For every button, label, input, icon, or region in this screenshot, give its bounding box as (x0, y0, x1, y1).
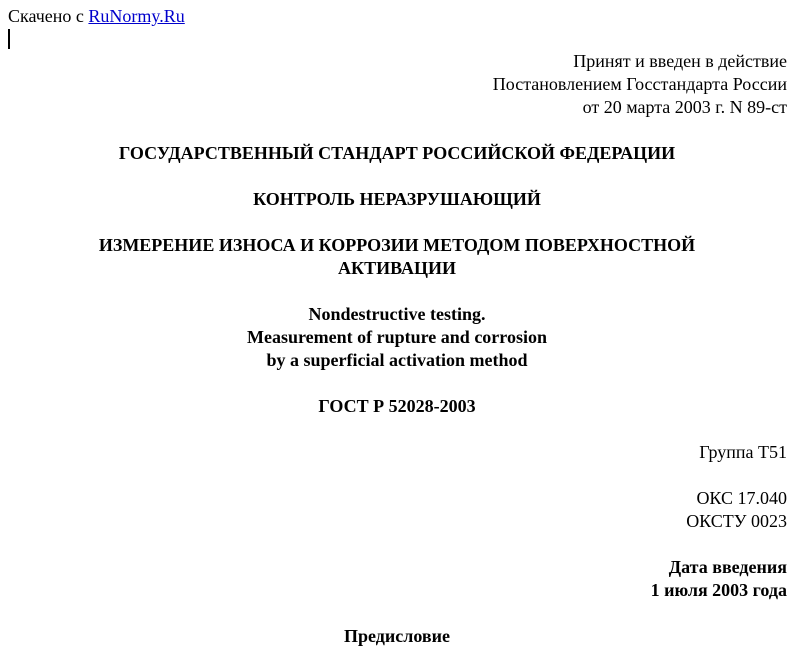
subject-heading: КОНТРОЛЬ НЕРАЗРУШАЮЩИЙ (253, 189, 541, 209)
effective-date-block (651, 556, 787, 602)
state-standard-heading: ГОСУДАРСТВЕННЫЙ СТАНДАРТ РОССИЙСКОЙ ФЕДЕРАЦИИ (118, 143, 676, 163)
group-code: Группа Т51 (699, 442, 787, 462)
text-cursor (8, 29, 10, 49)
approval-block (493, 50, 787, 119)
gost-number: ГОСТ Р 52028-2003 (318, 396, 476, 416)
english-title (0, 303, 794, 372)
runormy-link[interactable]: RuNormy.Ru (88, 6, 185, 26)
document-title (0, 234, 794, 280)
english-title-line-2: Measurement of rupture and corrosion (247, 327, 547, 347)
effective-date-value: 1 июля 2003 года (650, 580, 787, 600)
classification-block (686, 487, 787, 533)
document-title-line-1: ИЗМЕРЕНИЕ ИЗНОСА И КОРРОЗИИ МЕТОДОМ ПОВЕРХНОСТНОЙ (98, 235, 696, 255)
foreword-heading: Предисловие (344, 626, 450, 646)
okstu-code: ОКСТУ 0023 (686, 511, 787, 531)
document-title-line-2: АКТИВАЦИИ (338, 258, 456, 278)
approval-line-3: от 20 марта 2003 г. N 89-ст (582, 97, 787, 117)
oks-code: ОКС 17.040 (696, 488, 787, 508)
approval-line-1: Принят и введен в действие (573, 51, 787, 71)
english-title-line-3: by a superficial activation method (266, 350, 528, 370)
english-title-line-1: Nondestructive testing. (308, 304, 486, 324)
effective-date-label: Дата введения (668, 557, 787, 577)
source-prefix: Скачено с (8, 6, 89, 26)
source-line (8, 5, 185, 28)
approval-line-2: Постановлением Госстандарта России (492, 74, 787, 94)
